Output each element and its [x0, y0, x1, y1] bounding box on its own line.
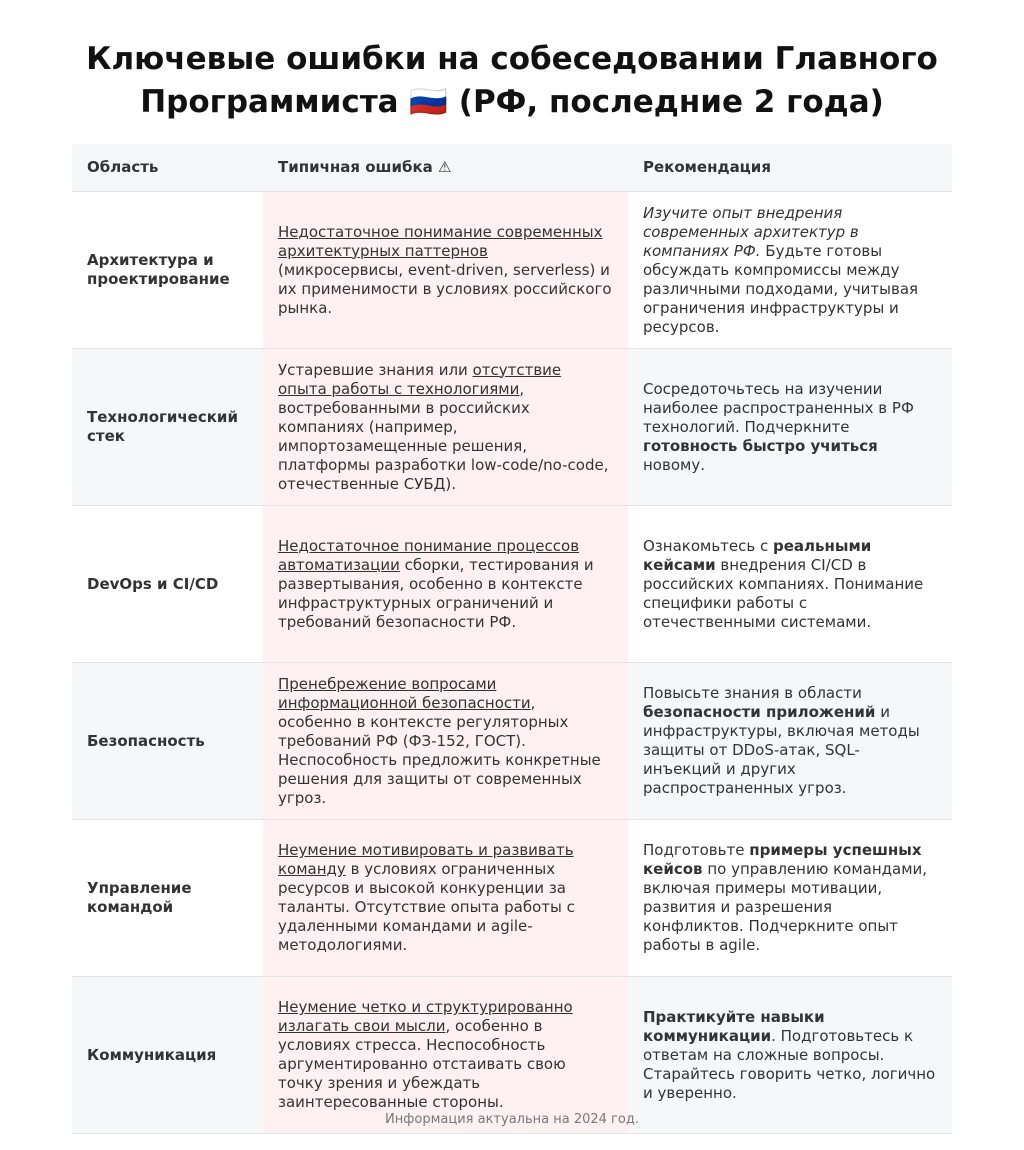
page-title: Ключевые ошибки на собеседовании Главного Программиста 🇷🇺 (РФ, последние 2 года) — [86, 41, 938, 120]
text-segment: , особенно в условиях стресса. Неспособность аргументированно отстаивать свою точку зрения и убеждать заинтересованные стороны. — [278, 1017, 566, 1111]
highlighted-phrase: Недостаточное понимание современных архитектурных паттернов — [278, 222, 603, 260]
text-segment: Ознакомьтесь с — [643, 536, 774, 555]
area-cell: Архитектура и проектирование — [72, 192, 263, 349]
text-segment: Подготовьте — [643, 841, 750, 859]
recommendation-cell — [628, 192, 952, 349]
error-cell — [263, 506, 628, 663]
text-segment: Будьте готовы обсуждать компромиссы между различными подходами, учитывая ограничения инфраструктуры и ресурсов. — [643, 241, 919, 336]
mistakes-table — [72, 144, 952, 1134]
area-cell: Коммуникация — [72, 977, 263, 1134]
text-segment: по управлению командами, включая примеры мотивации, развития и разрешения конфликтов. Подчеркните опыт работы в agile. — [643, 860, 928, 954]
area-cell: Технологический стек — [72, 349, 263, 506]
recommendation-cell — [628, 977, 952, 1134]
table-row — [72, 349, 952, 506]
footer-note: Информация актуальна на 2024 год. — [385, 1112, 639, 1127]
error-cell — [263, 349, 628, 506]
table-header — [72, 144, 952, 192]
text-segment: Повысьте знания в области — [643, 684, 862, 702]
italic-phrase: Изучите опыт внедрения современных архитектур в компаниях РФ. — [643, 203, 859, 260]
recommendation-cell — [628, 506, 952, 663]
bold-phrase: готовность быстро учиться — [643, 436, 878, 455]
text-segment: и инфраструктуры, включая методы защиты от DDoS-атак, SQL-инъекций и других распространенных угроз. — [643, 703, 920, 797]
text-segment: новому. — [643, 455, 705, 474]
header-recommendation: Рекомендация — [628, 144, 952, 192]
text-segment: Устаревшие знания или — [278, 360, 473, 379]
text-segment: , востребованными в российских компаниях (например, импортозамещенные решения, платформы разработки low-code/no-code, отечественные СУБД). — [278, 379, 609, 493]
error-cell — [263, 663, 628, 820]
highlighted-phrase: Пренебрежение вопросами информационной безопасности — [278, 674, 531, 712]
error-cell — [263, 977, 628, 1134]
recommendation-cell — [628, 349, 952, 506]
error-cell — [263, 192, 628, 349]
header-error: Типичная ошибка ⚠ — [263, 144, 628, 192]
table-row — [72, 977, 952, 1134]
text-segment: (микросервисы, event-driven, serverless) и их применимости в условиях российского рынка. — [278, 260, 612, 317]
highlighted-phrase: Неумение четко и структурированно излагать свои мысли — [278, 998, 573, 1035]
text-segment: Сосредоточьтесь на изучении наиболее распространенных в РФ технологий. Подчеркните — [643, 379, 914, 436]
table-row — [72, 506, 952, 663]
highlighted-phrase: Недостаточное понимание процессов автоматизации — [278, 536, 580, 574]
area-cell: Управление командой — [72, 820, 263, 977]
bold-phrase: безопасности приложений — [643, 703, 876, 721]
area-cell: Безопасность — [72, 663, 263, 820]
highlighted-phrase: Неумение мотивировать и развивать команду — [278, 841, 574, 878]
text-segment: , особенно в контексте регуляторных требований РФ (ФЗ-152, ГОСТ). Неспособность предложить конкретные решения для защиты от современных угроз. — [278, 693, 601, 807]
highlighted-phrase: отсутствие опыта работы с технологиями — [278, 360, 562, 398]
text-segment: . Подготовьтесь к ответам на сложные вопросы. Старайтесь говорить четко, логично и уверенно. — [643, 1026, 936, 1102]
bold-phrase: Практикуйте навыки коммуникации — [643, 1007, 825, 1045]
area-cell: DevOps и CI/CD — [72, 506, 263, 663]
bold-phrase: примеры успешных кейсов — [643, 841, 922, 878]
recommendation-cell — [628, 663, 952, 820]
recommendation-cell — [628, 820, 952, 977]
error-cell — [263, 820, 628, 977]
table-row — [72, 663, 952, 820]
bold-phrase: реальными кейсами — [643, 536, 872, 574]
text-segment: в условиях ограниченных ресурсов и высокой конкуренции за таланты. Отсутствие опыта работы с удаленными командами и agile-методологиями. — [278, 860, 575, 954]
header-area: Область — [72, 144, 263, 192]
text-segment: сборки, тестирования и развертывания, особенно в контексте инфраструктурных ограничений и требований безопасности РФ. — [278, 555, 594, 631]
table-row — [72, 192, 952, 349]
table-row — [72, 820, 952, 977]
text-segment: внедрения CI/CD в российских компаниях. Понимание специфики работы с отечественными системами. — [643, 555, 924, 631]
